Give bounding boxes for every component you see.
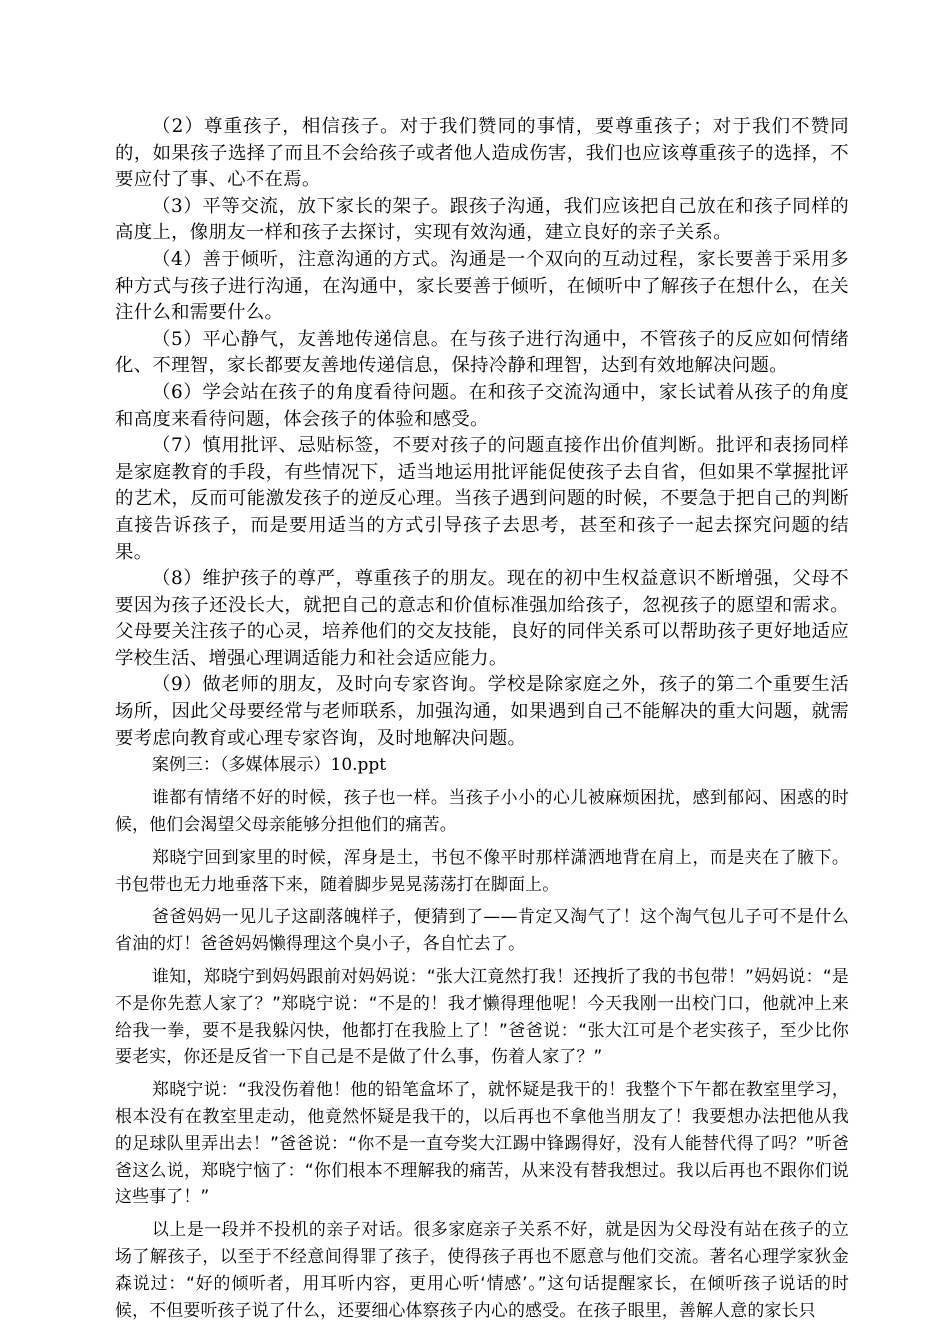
case-paragraph-dialogue-1: 谁知，郑晓宁到妈妈跟前对妈妈说：“张大江竟然打我！还拽折了我的书包带！”妈妈说：“是不是你先惹人家了？”郑晓宁说：“不是的！我才懒得理他呢！今天我刚一出校门口，他就冲上来给我一拳，要不是我躲闪快，他都打在我脸上了！”爸爸说：“张大江可是个老实孩子，至少比你要老实，你还是反省一下自己是不是做了什么事，伤着人家了？” — [115, 966, 849, 1067]
paragraph-point-7: （7）慎用批评、忌贴标签，不要对孩子的问题直接作出价值判断。批评和表扬同样是家庭教育的手段，有些情况下，适当地运用批评能促使孩子去自省，但如果不掌握批评的艺术，反而可能激发孩子的逆反心理。当孩子遇到问题的时候，不要急于把自己的判断直接告诉孩子，而是要用适当的方式引导孩子去思考，甚至和孩子一起去探究问题的结果。 — [115, 435, 849, 563]
case-paragraph-arrival: 郑晓宁回到家里的时候，浑身是土，书包不像平时那样潇洒地背在肩上，而是夹在了腋下。书包带也无力地垂落下来，随着脚步晃晃荡荡打在脚面上。 — [115, 846, 849, 894]
case-paragraph-analysis: 以上是一段并不投机的亲子对话。很多家庭亲子关系不好，就是因为父母没有站在孩子的立场了解孩子，以至于不经意间得罪了孩子，使得孩子再也不愿意与他们交流。著名心理学家狄金森说过：“好的倾听者，用耳听内容，更用心听‘情感’。”这句话提醒家长，在倾听孩子说话的时候，不但要听孩子说了什么，还要细心体察孩子内心的感受。在孩子眼里，善解人意的家长只 — [115, 1219, 849, 1320]
case-paragraph-parents: 爸爸妈妈一见儿子这副落魄样子，便猜到了——肯定又淘气了！这个淘气包儿子可不是什么省油的灯！爸爸妈妈懒得理这个臭小子，各自忙去了。 — [115, 906, 849, 954]
document-body — [115, 114, 849, 1323]
paragraph-point-3: （3）平等交流，放下家长的架子。跟孩子沟通，我们应该把自己放在和孩子同样的高度上，像朋友一样和孩子去探讨，实现有效沟通，建立良好的亲子关系。 — [115, 195, 849, 244]
paragraph-point-8: （8）维护孩子的尊严，尊重孩子的朋友。现在的初中生权益意识不断增强，父母不要因为孩子还没长大，就把自己的意志和价值标准强加给孩子，忽视孩子的愿望和需求。父母要关注孩子的心灵，培养他们的交友技能，良好的同伴关系可以帮助孩子更好地适应学校生活、增强心理调适能力和社会适应能力。 — [115, 568, 849, 669]
paragraph-point-6: （6）学会站在孩子的角度看待问题。在和孩子交流沟通中，家长试着从孩子的角度和高度来看待问题，体会孩子的体验和感受。 — [115, 381, 849, 430]
paragraph-point-9: （9）做老师的朋友，及时向专家咨询。学校是除家庭之外，孩子的第二个重要生活场所，因此父母要经常与老师联系，加强沟通，如果遇到自己不能解决的重大问题，就需要考虑向教育或心理专家咨询，及时地解决问题。 — [115, 674, 849, 749]
case-paragraph-dialogue-2: 郑晓宁说：“我没伤着他！他的铅笔盒坏了，就怀疑是我干的！我整个下午都在教室里学习，根本没有在教室里走动，他竟然怀疑是我干的，以后再也不拿他当朋友了！我要想办法把他从我的足球队里弄出去！”爸爸说：“你不是一直夸奖大江踢中锋踢得好，没有人能替代得了吗？”听爸爸这么说，郑晓宁恼了：“你们根本不理解我的痛苦，从来没有替我想过。我以后再也不跟你们说这些事了！” — [115, 1079, 849, 1207]
case-paragraph-intro: 谁都有情绪不好的时候，孩子也一样。当孩子小小的心儿被麻烦困扰，感到郁闷、困惑的时候，他们会渴望父母亲能够分担他们的痛苦。 — [115, 787, 849, 835]
paragraph-point-5: （5）平心静气，友善地传递信息。在与孩子进行沟通中，不管孩子的反应如何情绪化、不理智，家长都要友善地传递信息，保持冷静和理智，达到有效地解决问题。 — [115, 328, 849, 377]
case-three-label: 案例三：（多媒体展示）10.ppt — [152, 755, 387, 776]
paragraph-point-4: （4）善于倾听，注意沟通的方式。沟通是一个双向的互动过程，家长要善于采用多种方式与孩子进行沟通，在沟通中，家长要善于倾听，在倾听中了解孩子在想什么，在关注什么和需要什么。 — [115, 248, 849, 324]
paragraph-point-2: （2）尊重孩子，相信孩子。对于我们赞同的事情，要尊重孩子；对于我们不赞同的，如果孩子选择了而且不会给孩子或者他人造成伤害，我们也应该尊重孩子的选择，不要应付了事、心不在焉。 — [115, 116, 849, 191]
